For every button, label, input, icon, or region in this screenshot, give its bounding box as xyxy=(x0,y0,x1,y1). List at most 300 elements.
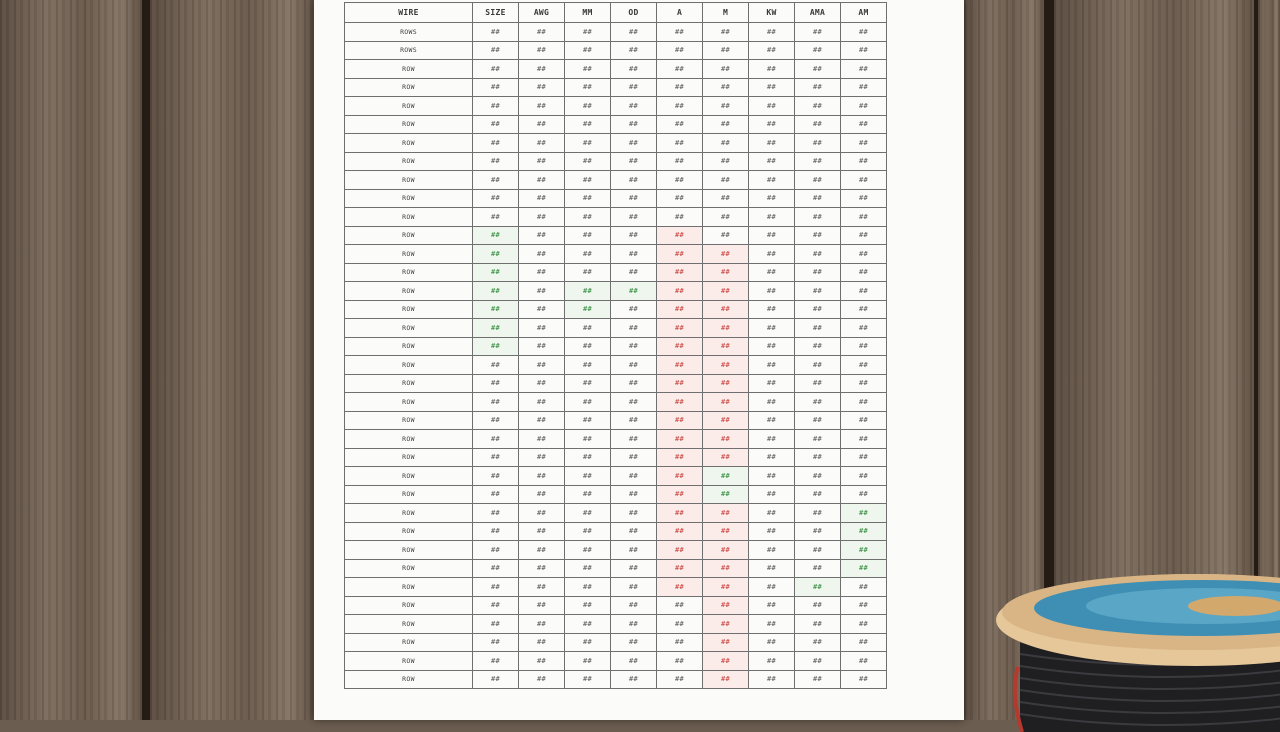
table-cell: ## xyxy=(841,596,887,615)
table-cell: ## xyxy=(473,633,519,652)
table-row xyxy=(345,652,887,671)
table-cell: ## xyxy=(611,319,657,338)
table-cell: ## xyxy=(519,541,565,560)
table-cell: ## xyxy=(565,23,611,42)
table-cell: ## xyxy=(519,615,565,634)
chart-header-row xyxy=(345,3,887,23)
table-cell: ## xyxy=(657,171,703,190)
table-cell: ## xyxy=(657,633,703,652)
table-cell: ## xyxy=(749,559,795,578)
table-cell: ## xyxy=(703,393,749,412)
table-cell: ## xyxy=(657,393,703,412)
chart-header-cell: KW xyxy=(749,3,795,23)
table-cell: ## xyxy=(749,448,795,467)
table-cell: ## xyxy=(519,152,565,171)
table-row xyxy=(345,245,887,264)
table-row xyxy=(345,97,887,116)
table-cell: ## xyxy=(749,393,795,412)
table-row xyxy=(345,152,887,171)
table-cell: ## xyxy=(611,60,657,79)
table-cell: ## xyxy=(473,78,519,97)
chart-header-cell: AMA xyxy=(795,3,841,23)
table-cell: ## xyxy=(795,504,841,523)
table-cell: ## xyxy=(703,615,749,634)
table-cell: ## xyxy=(749,319,795,338)
table-cell: ## xyxy=(611,578,657,597)
table-cell: ## xyxy=(841,430,887,449)
table-cell: ## xyxy=(703,356,749,375)
table-cell: ## xyxy=(473,374,519,393)
table-cell: ## xyxy=(749,78,795,97)
row-label: ROW xyxy=(345,97,473,116)
table-cell: ## xyxy=(519,448,565,467)
table-row xyxy=(345,522,887,541)
table-cell: ## xyxy=(657,23,703,42)
table-row xyxy=(345,319,887,338)
table-cell: ## xyxy=(749,504,795,523)
table-cell: ## xyxy=(841,670,887,689)
table-cell: ## xyxy=(473,60,519,79)
table-cell: ## xyxy=(611,633,657,652)
table-cell: ## xyxy=(565,633,611,652)
table-cell: ## xyxy=(611,23,657,42)
row-label: ROW xyxy=(345,467,473,486)
table-cell: ## xyxy=(473,467,519,486)
table-cell: ## xyxy=(611,208,657,227)
table-cell: ## xyxy=(749,485,795,504)
row-label: ROW xyxy=(345,300,473,319)
table-row xyxy=(345,670,887,689)
table-cell: ## xyxy=(473,189,519,208)
table-cell: ## xyxy=(519,633,565,652)
table-cell: ## xyxy=(611,615,657,634)
table-cell: ## xyxy=(749,189,795,208)
table-cell: ## xyxy=(611,97,657,116)
table-cell: ## xyxy=(519,356,565,375)
table-cell: ## xyxy=(795,356,841,375)
table-cell: ## xyxy=(841,467,887,486)
table-cell: ## xyxy=(473,23,519,42)
table-cell: ## xyxy=(519,596,565,615)
table-row xyxy=(345,134,887,153)
table-cell: ## xyxy=(657,282,703,301)
table-cell: ## xyxy=(519,393,565,412)
table-cell: ## xyxy=(565,430,611,449)
table-cell: ## xyxy=(473,596,519,615)
table-cell: ## xyxy=(795,23,841,42)
table-cell: ## xyxy=(657,263,703,282)
table-cell: ## xyxy=(795,374,841,393)
chart-table xyxy=(344,2,887,689)
table-cell: ## xyxy=(565,245,611,264)
table-cell: ## xyxy=(519,559,565,578)
row-label: ROW xyxy=(345,78,473,97)
table-cell: ## xyxy=(565,263,611,282)
table-cell: ## xyxy=(565,448,611,467)
table-row xyxy=(345,356,887,375)
chart-header-cell: A xyxy=(657,3,703,23)
table-row xyxy=(345,578,887,597)
table-cell: ## xyxy=(657,559,703,578)
table-cell: ## xyxy=(657,615,703,634)
table-cell: ## xyxy=(795,300,841,319)
table-cell: ## xyxy=(703,208,749,227)
wire-spool xyxy=(996,572,1280,732)
table-cell: ## xyxy=(473,485,519,504)
row-label: ROW xyxy=(345,578,473,597)
table-cell: ## xyxy=(657,485,703,504)
row-label: ROW xyxy=(345,522,473,541)
table-cell: ## xyxy=(565,559,611,578)
table-cell: ## xyxy=(565,115,611,134)
table-cell: ## xyxy=(749,226,795,245)
table-cell: ## xyxy=(473,578,519,597)
table-cell: ## xyxy=(703,41,749,60)
table-cell: ## xyxy=(841,226,887,245)
table-cell: ## xyxy=(841,633,887,652)
table-cell: ## xyxy=(565,596,611,615)
row-label: ROW xyxy=(345,356,473,375)
table-cell: ## xyxy=(841,522,887,541)
table-cell: ## xyxy=(749,263,795,282)
table-cell: ## xyxy=(841,411,887,430)
table-cell: ## xyxy=(749,596,795,615)
table-cell: ## xyxy=(795,78,841,97)
table-cell: ## xyxy=(611,559,657,578)
row-label: ROW xyxy=(345,393,473,412)
row-label: ROW xyxy=(345,263,473,282)
table-cell: ## xyxy=(565,41,611,60)
table-cell: ## xyxy=(473,134,519,153)
table-cell: ## xyxy=(611,263,657,282)
table-cell: ## xyxy=(795,60,841,79)
table-cell: ## xyxy=(565,78,611,97)
table-cell: ## xyxy=(657,78,703,97)
table-cell: ## xyxy=(841,171,887,190)
table-cell: ## xyxy=(749,411,795,430)
table-cell: ## xyxy=(657,97,703,116)
table-row xyxy=(345,504,887,523)
row-label: ROW xyxy=(345,652,473,671)
table-cell: ## xyxy=(703,652,749,671)
table-cell: ## xyxy=(519,60,565,79)
table-cell: ## xyxy=(473,171,519,190)
table-cell: ## xyxy=(657,337,703,356)
row-label: ROW xyxy=(345,541,473,560)
table-cell: ## xyxy=(473,448,519,467)
table-cell: ## xyxy=(611,226,657,245)
row-label: ROW xyxy=(345,245,473,264)
table-row xyxy=(345,115,887,134)
table-cell: ## xyxy=(795,596,841,615)
table-cell: ## xyxy=(565,356,611,375)
chart-header-cell: AM xyxy=(841,3,887,23)
table-cell: ## xyxy=(703,411,749,430)
table-cell: ## xyxy=(795,578,841,597)
table-cell: ## xyxy=(519,670,565,689)
table-cell: ## xyxy=(703,78,749,97)
table-cell: ## xyxy=(841,115,887,134)
table-cell: ## xyxy=(703,633,749,652)
table-cell: ## xyxy=(657,41,703,60)
table-cell: ## xyxy=(841,152,887,171)
table-cell: ## xyxy=(795,652,841,671)
table-cell: ## xyxy=(795,448,841,467)
table-cell: ## xyxy=(657,541,703,560)
table-cell: ## xyxy=(795,226,841,245)
table-cell: ## xyxy=(749,633,795,652)
table-cell: ## xyxy=(565,670,611,689)
table-cell: ## xyxy=(519,41,565,60)
table-cell: ## xyxy=(473,670,519,689)
table-cell: ## xyxy=(841,23,887,42)
table-cell: ## xyxy=(703,152,749,171)
table-cell: ## xyxy=(611,374,657,393)
table-cell: ## xyxy=(565,152,611,171)
table-cell: ## xyxy=(703,504,749,523)
table-cell: ## xyxy=(841,208,887,227)
wood-plank-2 xyxy=(150,0,314,720)
table-cell: ## xyxy=(519,652,565,671)
table-cell: ## xyxy=(795,430,841,449)
table-cell: ## xyxy=(657,578,703,597)
table-cell: ## xyxy=(473,393,519,412)
table-cell: ## xyxy=(657,467,703,486)
table-row xyxy=(345,41,887,60)
table-cell: ## xyxy=(841,356,887,375)
table-cell: ## xyxy=(519,522,565,541)
table-cell: ## xyxy=(473,430,519,449)
table-row xyxy=(345,263,887,282)
table-cell: ## xyxy=(611,522,657,541)
table-row xyxy=(345,78,887,97)
row-label: ROW xyxy=(345,596,473,615)
table-cell: ## xyxy=(519,263,565,282)
table-row xyxy=(345,226,887,245)
table-cell: ## xyxy=(473,615,519,634)
table-cell: ## xyxy=(841,615,887,634)
table-cell: ## xyxy=(703,282,749,301)
table-cell: ## xyxy=(519,411,565,430)
table-cell: ## xyxy=(565,300,611,319)
table-cell: ## xyxy=(519,226,565,245)
table-cell: ## xyxy=(519,78,565,97)
table-cell: ## xyxy=(611,171,657,190)
table-cell: ## xyxy=(565,411,611,430)
table-row xyxy=(345,541,887,560)
table-cell: ## xyxy=(795,522,841,541)
table-row xyxy=(345,208,887,227)
table-cell: ## xyxy=(611,411,657,430)
table-cell: ## xyxy=(749,356,795,375)
table-cell: ## xyxy=(657,448,703,467)
table-cell: ## xyxy=(703,374,749,393)
table-cell: ## xyxy=(703,430,749,449)
row-label: ROW xyxy=(345,374,473,393)
table-cell: ## xyxy=(795,559,841,578)
table-cell: ## xyxy=(565,467,611,486)
table-cell: ## xyxy=(703,60,749,79)
table-cell: ## xyxy=(795,263,841,282)
table-cell: ## xyxy=(703,226,749,245)
table-cell: ## xyxy=(519,300,565,319)
table-cell: ## xyxy=(519,337,565,356)
table-cell: ## xyxy=(841,319,887,338)
table-cell: ## xyxy=(795,615,841,634)
table-row xyxy=(345,337,887,356)
table-cell: ## xyxy=(657,152,703,171)
table-row xyxy=(345,300,887,319)
table-row xyxy=(345,448,887,467)
table-cell: ## xyxy=(703,245,749,264)
table-cell: ## xyxy=(749,23,795,42)
table-cell: ## xyxy=(473,226,519,245)
row-label: ROW xyxy=(345,319,473,338)
table-cell: ## xyxy=(473,245,519,264)
table-cell: ## xyxy=(657,411,703,430)
table-cell: ## xyxy=(703,115,749,134)
table-cell: ## xyxy=(841,134,887,153)
table-cell: ## xyxy=(749,41,795,60)
table-cell: ## xyxy=(795,411,841,430)
table-cell: ## xyxy=(841,393,887,412)
table-cell: ## xyxy=(749,467,795,486)
table-cell: ## xyxy=(565,541,611,560)
table-cell: ## xyxy=(749,115,795,134)
table-cell: ## xyxy=(841,41,887,60)
chart-header-cell: MM xyxy=(565,3,611,23)
table-cell: ## xyxy=(611,245,657,264)
table-cell: ## xyxy=(841,652,887,671)
table-cell: ## xyxy=(703,189,749,208)
row-label: ROW xyxy=(345,411,473,430)
table-cell: ## xyxy=(795,541,841,560)
table-cell: ## xyxy=(611,41,657,60)
row-label: ROW xyxy=(345,171,473,190)
table-cell: ## xyxy=(565,134,611,153)
table-cell: ## xyxy=(795,337,841,356)
table-cell: ## xyxy=(611,485,657,504)
plank-gap-1 xyxy=(142,0,150,720)
table-row xyxy=(345,615,887,634)
chart-header-cell: OD xyxy=(611,3,657,23)
table-cell: ## xyxy=(611,356,657,375)
table-cell: ## xyxy=(565,97,611,116)
table-cell: ## xyxy=(795,97,841,116)
table-cell: ## xyxy=(473,504,519,523)
table-cell: ## xyxy=(657,115,703,134)
table-cell: ## xyxy=(749,97,795,116)
table-row xyxy=(345,374,887,393)
table-cell: ## xyxy=(565,652,611,671)
table-cell: ## xyxy=(611,596,657,615)
table-cell: ## xyxy=(565,282,611,301)
table-cell: ## xyxy=(611,189,657,208)
table-cell: ## xyxy=(473,356,519,375)
table-cell: ## xyxy=(703,578,749,597)
table-cell: ## xyxy=(749,152,795,171)
table-cell: ## xyxy=(565,393,611,412)
table-cell: ## xyxy=(657,300,703,319)
table-cell: ## xyxy=(473,41,519,60)
table-cell: ## xyxy=(703,97,749,116)
table-cell: ## xyxy=(703,300,749,319)
table-cell: ## xyxy=(795,282,841,301)
table-cell: ## xyxy=(749,652,795,671)
table-cell: ## xyxy=(473,282,519,301)
table-cell: ## xyxy=(841,374,887,393)
table-cell: ## xyxy=(611,134,657,153)
wood-plank-1 xyxy=(0,0,142,720)
table-cell: ## xyxy=(565,337,611,356)
row-label: ROW xyxy=(345,430,473,449)
table-cell: ## xyxy=(611,430,657,449)
table-cell: ## xyxy=(703,263,749,282)
table-cell: ## xyxy=(611,300,657,319)
table-cell: ## xyxy=(749,60,795,79)
table-cell: ## xyxy=(611,115,657,134)
row-label: ROW xyxy=(345,60,473,79)
table-row xyxy=(345,411,887,430)
table-cell: ## xyxy=(841,541,887,560)
row-label: ROW xyxy=(345,615,473,634)
table-cell: ## xyxy=(519,467,565,486)
table-row xyxy=(345,171,887,190)
table-cell: ## xyxy=(795,485,841,504)
table-cell: ## xyxy=(795,208,841,227)
table-cell: ## xyxy=(657,374,703,393)
table-cell: ## xyxy=(749,670,795,689)
table-cell: ## xyxy=(473,208,519,227)
table-cell: ## xyxy=(841,245,887,264)
row-label: ROW xyxy=(345,559,473,578)
table-cell: ## xyxy=(611,78,657,97)
table-cell: ## xyxy=(657,596,703,615)
table-cell: ## xyxy=(749,522,795,541)
row-label: ROW xyxy=(345,448,473,467)
table-cell: ## xyxy=(519,282,565,301)
table-cell: ## xyxy=(565,189,611,208)
table-cell: ## xyxy=(841,78,887,97)
table-cell: ## xyxy=(749,615,795,634)
table-cell: ## xyxy=(749,245,795,264)
table-cell: ## xyxy=(795,467,841,486)
table-cell: ## xyxy=(611,504,657,523)
table-cell: ## xyxy=(795,245,841,264)
table-cell: ## xyxy=(473,263,519,282)
table-cell: ## xyxy=(749,171,795,190)
table-cell: ## xyxy=(841,448,887,467)
table-cell: ## xyxy=(565,522,611,541)
table-cell: ## xyxy=(565,60,611,79)
row-label: ROW xyxy=(345,115,473,134)
table-cell: ## xyxy=(473,522,519,541)
table-cell: ## xyxy=(519,134,565,153)
table-cell: ## xyxy=(657,652,703,671)
row-label: ROW xyxy=(345,208,473,227)
table-row xyxy=(345,23,887,42)
table-cell: ## xyxy=(565,226,611,245)
table-cell: ## xyxy=(519,189,565,208)
table-cell: ## xyxy=(841,559,887,578)
table-cell: ## xyxy=(565,504,611,523)
table-cell: ## xyxy=(657,189,703,208)
row-label: ROW xyxy=(345,152,473,171)
table-cell: ## xyxy=(703,134,749,153)
table-cell: ## xyxy=(519,97,565,116)
table-cell: ## xyxy=(795,171,841,190)
table-cell: ## xyxy=(519,485,565,504)
